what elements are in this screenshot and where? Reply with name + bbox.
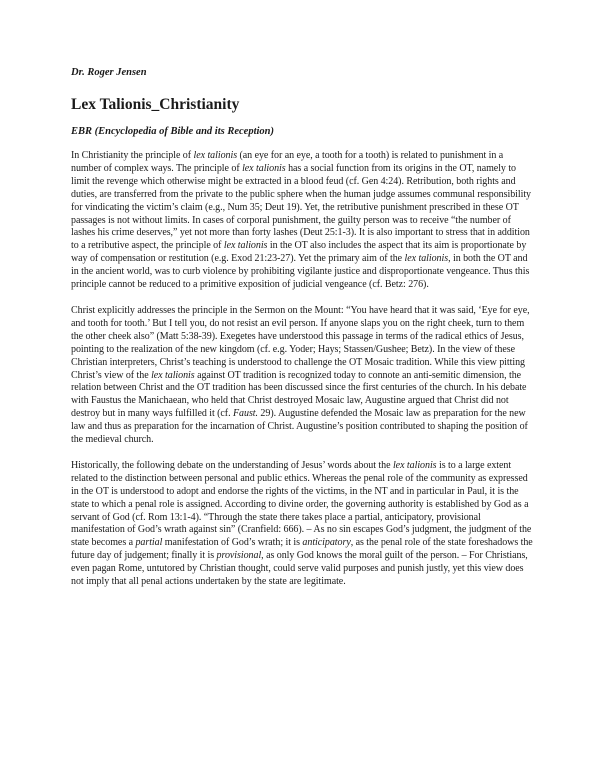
text-run: 29). Augustine defended the Mosaic law as preparation for the new law and thus as preparation for the incarnation of Christ. Augustine’s position contributed to shaping the position of the medieval church. bbox=[71, 408, 528, 446]
italic-run: provisional bbox=[216, 550, 262, 562]
italic-run: partial bbox=[135, 537, 163, 549]
text-run: manifestation of God’s wrath; it is bbox=[162, 537, 303, 549]
paragraph bbox=[71, 150, 533, 292]
italic-run: anticipatory bbox=[302, 537, 351, 549]
text-run: against OT tradition is recognized today to connote an anti-semitic dimension, the relation between Christ and the OT tradition has been discussed since the first centuries of the church. In his debate with Faustus the Manichaean, who held that Christ destroyed Mosaic law, Augustine argued that Christ did not destroy but in many ways fulfilled it (cf. bbox=[71, 369, 527, 420]
paragraph bbox=[71, 305, 533, 447]
italic-run: lex talionis bbox=[223, 240, 268, 252]
document-title: Lex Talionis_Christianity bbox=[71, 96, 240, 113]
document-page bbox=[71, 66, 533, 602]
text-run: In Christianity the principle of bbox=[71, 150, 194, 161]
text-run: Christ explicitly addresses the principle in the Sermon on the Mount: “You have heard that it was said, ‘Eye for eye, and tooth for tooth.’ But I tell you, do not resist an evil person. If anyone slaps you on the right cheek, turn to them the other cheek also” (Matt 5:38-39). Exegetes have understood this passage in terms of the radical ethics of Jesus, pointing to the realization of the new kingdom (cf. e.g. Yoder; Hays; Stassen/Gushee; Betz). In the view of these Christian interpreters, Christ’s teaching is understood to challenge the OT Mosaic tradition. While this view pitting Christ’s view of the bbox=[71, 304, 530, 381]
italic-run: lex talionis bbox=[392, 459, 437, 471]
text-run: (an eye for an eye, a tooth for a tooth) is related to punishment in a number of complex ways. The principle of bbox=[71, 150, 504, 174]
paragraph bbox=[71, 460, 533, 589]
text-run: in the OT also includes the aspect that its aim is proportionate by way of compensation or restitution (e.g. Exod 21:23-27). Yet the primary aim of the bbox=[71, 240, 527, 265]
italic-run: Faust. bbox=[232, 408, 258, 420]
italic-run: lex talionis bbox=[193, 150, 238, 161]
text-run: has a social function from its origins in the OT, namely to limit the revenge which otherwise might be extracted in a blood feud (cf. Gen 4:24). Retribution, both rights and duties, are transferred from the private to the public sphere when the human judge assumes communal responsibility for vindicating the victim’s claim (e.g., Num 35; Deut 19). Yet, the retributive punishment prescribed in these OT passages is not without limits. In cases of corporal punishment, the guilty person was to receive “the number of lashes his crime deserves,” yet not more than forty lashes (Deut 25:1-3). It is also important to stress that in addition to a retributive aspect, the principle of bbox=[71, 162, 532, 252]
italic-run: lex talionis bbox=[242, 162, 286, 174]
text-run: , as the penal role of the state foreshadows the future day of judgement; finally it is bbox=[71, 537, 533, 562]
text-run: , as only God knows the moral guilt of the person. – For Christians, even pagan Rome, untutored by Christian thought, could serve valid purposes and punish justly, yet this view does not imply that all penal actions undertaken by the state are legitimate. bbox=[71, 550, 528, 588]
italic-run: lex talionis bbox=[151, 369, 195, 381]
text-run: is to a large extent related to the distinction between personal and public ethics. Whereas the penal role of the community as expressed in the OT is understood to adopt and endorse the rights of the victims, in the NT and in particular in Paul, it is the state to which a penal role is assigned. According to divine order, the governing authority is established by God as a servant of God (cf. Rom 13:1-4). “Through the state there takes place a partial, anticipatory, provisional manifestation of God’s wrath against sin” (Cranfield: 666). – As no sin escapes God’s judgment, the judgment of the state becomes a bbox=[71, 459, 532, 549]
author-name: Dr. Roger Jensen bbox=[71, 67, 147, 78]
italic-run: lex talionis bbox=[404, 253, 449, 265]
text-run: , in both the OT and in the ancient world, was to curb violence by prohibiting vigilante justice and disproportionate vengeance. Thus this principle cannot be reduced to a primitive exposition of judicial vengeance (cf. Betz: 276). bbox=[71, 253, 530, 291]
text-run: Historically, the following debate on the understanding of Jesus’ words about the bbox=[71, 459, 393, 471]
source-subtitle: EBR (Encyclopedia of Bible and its Reception) bbox=[71, 126, 274, 137]
